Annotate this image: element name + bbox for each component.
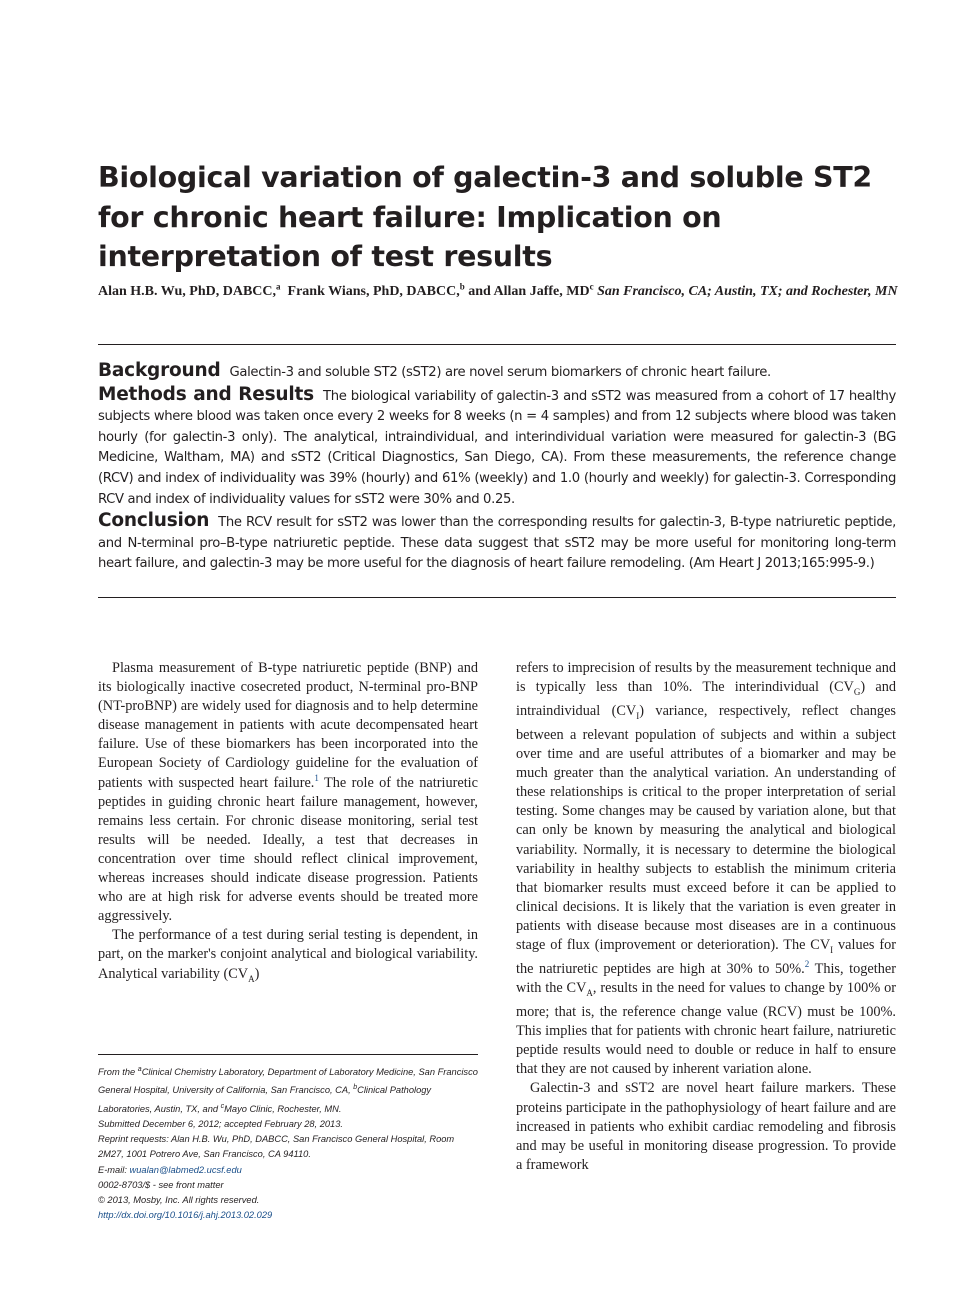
- author-locations: San Francisco, CA; Austin, TX; and Rochester, MN: [597, 284, 898, 299]
- subscript: G: [853, 686, 861, 697]
- conclusion-heading: Conclusion: [98, 510, 210, 532]
- body-paragraph: [516, 659, 896, 1079]
- body-text: The role of the natriuretic peptides in guiding chronic heart failure management, however, remains less certain. For chronic disease monitoring, serial test results will be needed. Ideally, a test that decreases in concentration over time should reflect clinical improvement, whereas increases should indicate disease progression. Patients who are at high risk for adverse events should be treated more aggressively.: [98, 774, 479, 925]
- body-text: ) variance, respectively, reflect changes between a relevant population of subjects and within a subject over time and are useful attributes of a biomarker and may be much greater than the analytical variation. An understanding of these relationships is critical to the proper interpretation of serial testing. Some changes may be caused by variation alone, but that can only be known by measuring the analytical and biological variability. Normally, it is necessary to determine the biological variability in healthy subjects to establish the minimum criteria that biomarker results must exceed before it can be applied to clinical decisions. It is likely that the variation is even greater in patients with disease because most diseases are in a continuous stage of flux (improvement or deterioration). The CV: [516, 703, 896, 954]
- author-wians: Frank Wians, PhD, DABCC,: [287, 284, 460, 299]
- body-column-right: [516, 659, 896, 1175]
- reference-link[interactable]: 2: [804, 959, 810, 970]
- abstract-top-rule: [98, 344, 896, 345]
- abstract-methods: [98, 385, 896, 511]
- body-paragraph: [516, 1079, 896, 1174]
- footnote-text: Clinical Pathology Laboratories, Austin, TX, and: [98, 1085, 432, 1114]
- footnote-email: [98, 1163, 478, 1178]
- subscript: A: [586, 987, 593, 998]
- affil-marker: a: [137, 1066, 142, 1073]
- footnote-copyright: © 2013, Mosby, Inc. All rights reserved.: [98, 1194, 260, 1205]
- background-heading: Background: [98, 360, 221, 381]
- footnote-text: E-mail:: [98, 1164, 130, 1175]
- affil-marker: c: [589, 281, 594, 292]
- body-text: values for the natriuretic peptides are high at 30% to 50%.: [516, 937, 896, 977]
- background-text: Galectin-3 and soluble ST2 (sST2) are novel serum biomarkers of chronic heart failure.: [229, 365, 771, 380]
- affil-marker: b: [459, 281, 465, 292]
- subscript: A: [248, 973, 255, 984]
- email-link[interactable]: wualan@labmed2.ucsf.edu: [129, 1164, 242, 1175]
- affil-marker: b: [353, 1084, 358, 1092]
- methods-heading: Methods and Results: [98, 383, 314, 405]
- body-paragraph: [98, 926, 478, 988]
- footnote-text: From the: [98, 1067, 138, 1078]
- abstract-conclusion: [98, 511, 896, 575]
- body-paragraph: [98, 659, 478, 926]
- body-text: ) and intraindividual (CV: [516, 679, 897, 720]
- footnote-text: Mayo Clinic, Rochester, MN.: [224, 1103, 342, 1114]
- body-text: Plasma measurement of B-type natriuretic peptide (BNP) and its biologically inactive cosecreted product, N-terminal pro-BNP (NT-proBNP) are widely used for diagnosis and to help determine disease management in patients with acute decompensated heart failure. Use of these biomarkers has been incorporated into the European Society of Cardiology guideline for the evaluation of patients with suspected heart failure.: [98, 660, 478, 791]
- reference-link[interactable]: 1: [314, 772, 319, 783]
- body-text: , results in the need for values to change by 100% or more; that is, the reference change value (RCV) must be 100%. This implies that for patients with chronic heart failure, natriuretic peptide results would need to double or reduce in half to ensure that they are not caused by inherent variation alone.: [516, 980, 896, 1078]
- footnote-affiliations: [98, 1062, 478, 1117]
- affil-marker: c: [220, 1102, 225, 1110]
- body-text: The performance of a test during serial testing is dependent, in part, on the marker's conjoint analytical and biological variability. Analytical variability (CV: [98, 927, 478, 982]
- footnote-reprint: Reprint requests: Alan H.B. Wu, PhD, DABCC, San Francisco General Hospital, Room 2M27, 1001 Potrero Ave, San Francisco, CA 94110.: [98, 1134, 455, 1160]
- footnotes: [98, 1062, 478, 1223]
- affil-marker: a: [276, 281, 281, 292]
- footnote-rule: [98, 1054, 478, 1055]
- methods-text: The biological variability of galectin-3 and sST2 was measured from a cohort of 17 healthy subjects where blood was taken once every 2 weeks for 8 weeks (n = 4 samples) and from 12 subjects where blood was taken hourly (for galectin-3 only). The analytical, intraindividual, and interindividual variation were measured for galectin-3 (BG Medicine, Waltham, MA) and sST2 (Critical Diagnostics, San Diego, CA). From these measurements, the reference change (RCV) and index of individuality was 39% (hourly) and 61% (weekly) and 1.0 (hourly and weekly) for galectin-3. Corresponding RCV and index of individuality values for sST2 were 30% and 0.25.: [98, 388, 896, 507]
- abstract-background: [98, 361, 896, 384]
- footnote-issn: 0002-8703/$ - see front matter: [98, 1179, 224, 1190]
- subscript: I: [636, 710, 640, 721]
- abstract-bottom-rule: [98, 597, 896, 598]
- author-list: [98, 282, 898, 301]
- article-title: Biological variation of galectin-3 and soluble ST2 for chronic heart failure: Implication on interpretation of test results: [98, 161, 872, 273]
- body-text: ): [254, 965, 260, 982]
- author-wu: Alan H.B. Wu, PhD, DABCC,: [98, 284, 277, 299]
- footnote-submitted: Submitted December 6, 2012; accepted February 28, 2013.: [98, 1118, 343, 1129]
- body-column-left: [98, 659, 478, 988]
- body-text: Galectin-3 and sST2 are novel heart failure markers. These proteins participate in the pathophysiology of heart failure and are increased in patients who exhibit cardiac remodeling and fibrosis and may be useful in monitoring disease progression. To provide a framework: [516, 1080, 896, 1173]
- body-text: refers to imprecision of results by the measurement technique and is typically less than 10%. The interindividual (CV: [516, 660, 896, 696]
- doi-link[interactable]: http://dx.doi.org/10.1016/j.ahj.2013.02.029: [98, 1210, 273, 1221]
- conclusion-text: The RCV result for sST2 was lower than the corresponding results for galectin-3, B-type natriuretic peptide, and N-terminal pro–B-type natriuretic peptide. These data suggest that sST2 may be more useful for monitoring long-term heart failure, and galectin-3 may be more useful for the diagnosis of heart failure remodeling. (Am Heart J 2013;165:995-9.): [98, 515, 896, 572]
- footnote-text: Clinical Chemistry Laboratory, Department of Laboratory Medicine, San Francisco General Hospital, University of California, San Francisco, CA,: [98, 1067, 478, 1096]
- author-jaffe: and Allan Jaffe, MD: [468, 284, 590, 299]
- abstract: [98, 361, 896, 576]
- body-text: This, together with the CV: [516, 960, 896, 997]
- subscript: I: [830, 944, 834, 955]
